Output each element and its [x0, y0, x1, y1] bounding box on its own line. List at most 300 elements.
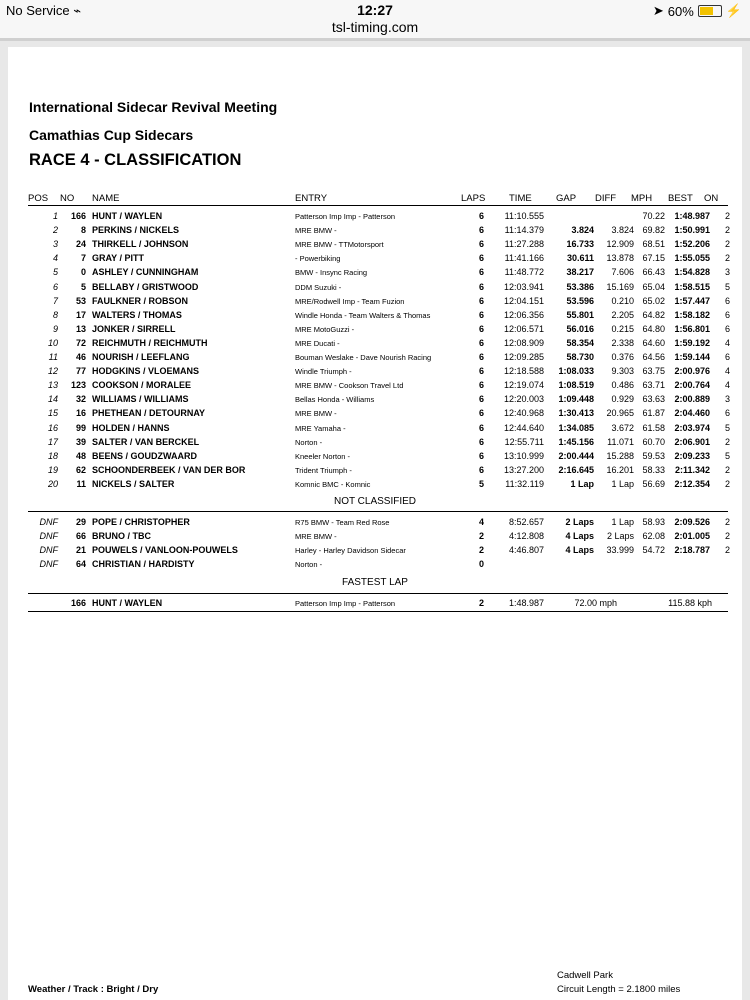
cell-pos: 6 — [52, 281, 58, 292]
cell-time: 12:18.588 — [503, 366, 544, 377]
table-row — [8, 282, 742, 296]
cell-mph: 64.56 — [642, 352, 665, 362]
cell-diff: 20.965 — [606, 408, 634, 419]
cell-best: 1:55.055 — [674, 253, 710, 264]
cell-best: 1:59.192 — [674, 337, 710, 348]
col-time: TIME — [509, 193, 532, 204]
cell-name: WALTERS / THOMAS — [92, 309, 182, 320]
table-row — [8, 239, 742, 253]
col-pos: POS — [28, 193, 49, 204]
cell-diff: 0.215 — [611, 323, 634, 334]
table-row — [8, 479, 742, 493]
fastest-lap-mph: 72.00 mph — [574, 598, 617, 608]
cell-best: 2:11.342 — [674, 464, 710, 475]
cell-name: PERKINS / NICKELS — [92, 225, 180, 236]
cell-entry: Patterson Imp Imp - Patterson — [295, 212, 396, 221]
cell-mph: 66.43 — [642, 267, 665, 278]
cell-laps: 6 — [478, 380, 484, 391]
cell-entry: MRE/Rodwell Imp - Team Fuzion — [295, 296, 405, 306]
table-row — [8, 394, 742, 408]
cell-no: 46 — [75, 352, 86, 362]
circuit-length-label: Circuit Length = 2.1800 miles — [557, 984, 681, 995]
cell-time: 12:40.968 — [503, 408, 544, 419]
cell-on: 2 — [724, 253, 730, 264]
cell-on: 2 — [724, 225, 730, 236]
cell-entry: MRE BMW - — [295, 226, 337, 236]
cell-diff: 2.338 — [611, 337, 634, 348]
cell-entry: MRE Ducati - — [295, 338, 340, 348]
cell-mph: 63.63 — [642, 394, 665, 405]
table-row — [8, 380, 742, 394]
cell-no: 72 — [75, 337, 86, 348]
fastest-lap-no: 166 — [70, 598, 86, 608]
table-row — [8, 352, 742, 366]
col-name: NAME — [92, 193, 120, 204]
fastest-lap-heading: FASTEST LAP — [342, 577, 408, 588]
cell-on: 2 — [724, 517, 730, 527]
cell-best: 2:09.526 — [674, 517, 710, 527]
cell-pos: 14 — [47, 394, 58, 405]
cell-mph: 54.72 — [642, 545, 665, 556]
url-bar[interactable] — [0, 20, 750, 40]
col-laps: LAPS — [461, 193, 486, 204]
cell-name: HODGKINS / VLOEMANS — [92, 366, 200, 377]
cell-laps: 2 — [478, 531, 484, 542]
cell-no: 7 — [80, 253, 86, 264]
not-classified-rule — [28, 511, 728, 512]
cell-pos: 20 — [47, 478, 58, 489]
cell-on: 6 — [724, 295, 730, 306]
cell-pos: 15 — [47, 408, 58, 419]
cell-mph: 68.51 — [642, 239, 665, 250]
cell-time: 12:08.909 — [503, 337, 544, 348]
cell-on: 2 — [724, 211, 730, 221]
cell-time: 12:06.571 — [503, 323, 544, 334]
cell-name: CHRISTIAN / HARDISTY — [92, 559, 195, 570]
cell-on: 2 — [724, 531, 730, 542]
cell-best: 2:09.233 — [674, 450, 710, 461]
cell-time: 11:14.379 — [504, 225, 544, 236]
cell-mph: 56.69 — [642, 478, 665, 489]
cell-mph: 61.58 — [642, 422, 665, 433]
cell-gap: 4 Laps — [565, 531, 594, 542]
cell-on: 2 — [724, 436, 730, 447]
cell-entry: MRE Yamaha - — [295, 423, 346, 433]
cell-time: 8:52.657 — [508, 517, 544, 527]
cell-gap: 38.217 — [566, 267, 594, 278]
battery-icon — [698, 5, 722, 17]
cell-name: THIRKELL / JOHNSON — [92, 239, 189, 250]
cell-entry: MRE MotoGuzzi - — [295, 324, 355, 334]
cell-no: 21 — [75, 545, 86, 556]
cell-laps: 0 — [478, 559, 484, 570]
cell-best: 1:48.987 — [674, 211, 710, 221]
cell-gap: 2:16.645 — [558, 464, 594, 475]
cell-no: 39 — [75, 436, 86, 447]
status-bar — [0, 0, 750, 20]
cell-on: 3 — [724, 394, 730, 405]
cell-entry: Trident Triumph - — [295, 465, 352, 475]
cell-best: 2:12.354 — [674, 478, 710, 489]
cell-name: NICKELS / SALTER — [92, 478, 175, 489]
cell-gap: 1 Lap — [570, 478, 594, 489]
cell-diff: 15.288 — [606, 450, 634, 461]
cell-best: 1:59.144 — [674, 352, 710, 362]
cell-on: 2 — [724, 239, 730, 250]
cell-gap: 56.016 — [566, 323, 594, 334]
cell-pos: DNF — [39, 559, 58, 570]
table-row — [8, 338, 742, 352]
cell-mph: 64.80 — [642, 323, 665, 334]
cell-gap: 1:09.448 — [558, 394, 594, 405]
cell-no: 5 — [80, 281, 86, 292]
cell-gap: 53.596 — [566, 295, 594, 306]
cell-gap: 58.730 — [566, 352, 594, 362]
cell-entry: Bouman Weslake - Dave Nourish Racing — [295, 353, 432, 362]
cell-laps: 6 — [478, 309, 484, 320]
cell-best: 2:00.976 — [674, 366, 710, 377]
cell-name: FAULKNER / ROBSON — [92, 295, 189, 306]
cell-diff: 12.909 — [606, 239, 634, 250]
cell-time: 13:27.200 — [503, 464, 544, 475]
table-row — [8, 517, 742, 531]
cell-name: POUWELS / VANLOON-POUWELS — [92, 545, 238, 556]
cell-pos: 5 — [52, 267, 58, 278]
cell-time: 12:19.074 — [503, 380, 544, 391]
cell-entry: MRE BMW - — [295, 532, 337, 542]
cell-time: 12:44.640 — [503, 422, 544, 433]
cell-diff: 7.606 — [611, 267, 634, 278]
cell-pos: DNF — [39, 531, 58, 542]
cell-gap: 16.733 — [566, 239, 594, 250]
cell-mph: 62.08 — [642, 531, 665, 542]
cell-entry: Harley - Harley Davidson Sidecar — [295, 546, 406, 556]
page-divider — [0, 38, 750, 41]
cell-diff: 9.303 — [611, 366, 634, 377]
cell-pos: 17 — [47, 436, 58, 447]
cell-laps: 6 — [478, 337, 484, 348]
cell-entry: Norton - — [295, 560, 323, 570]
cell-laps: 6 — [478, 281, 484, 292]
wifi-icon: ⌁ — [73, 3, 82, 18]
cell-name: WILLIAMS / WILLIAMS — [92, 394, 189, 405]
cell-name: POPE / CHRISTOPHER — [92, 517, 190, 527]
cell-diff: 3.824 — [611, 225, 634, 236]
cell-pos: 18 — [47, 450, 58, 461]
cell-pos: 2 — [52, 225, 58, 236]
cell-mph: 60.70 — [642, 436, 665, 447]
cell-entry: Komnic BMC - Komnic — [295, 479, 371, 489]
cell-laps: 6 — [478, 239, 484, 250]
cell-gap: 58.354 — [566, 337, 594, 348]
col-entry: ENTRY — [295, 193, 328, 204]
cell-diff: 11.071 — [607, 436, 634, 447]
cell-no: 64 — [75, 559, 86, 570]
cell-laps: 6 — [478, 394, 484, 405]
cell-time: 11:48.772 — [504, 267, 544, 278]
cell-entry: Windle Triumph - — [295, 367, 352, 377]
cell-no: 32 — [75, 394, 86, 405]
header-rule — [28, 205, 728, 206]
cell-time: 12:20.003 — [503, 394, 544, 405]
cell-laps: 6 — [478, 267, 484, 278]
cell-best: 1:58.182 — [674, 309, 710, 320]
cell-diff: 0.486 — [611, 380, 634, 391]
fastest-lap-row — [8, 598, 742, 612]
cell-laps: 6 — [478, 422, 484, 433]
cell-on: 2 — [724, 545, 730, 556]
cell-on: 4 — [724, 366, 730, 377]
cell-diff: 15.169 — [606, 281, 634, 292]
cell-best: 2:18.787 — [674, 545, 710, 556]
cell-time: 12:04.151 — [503, 295, 544, 306]
cell-name: BRUNO / TBC — [92, 531, 151, 542]
cell-laps: 6 — [478, 323, 484, 334]
table-row — [8, 408, 742, 422]
fastest-lap-name: HUNT / WAYLEN — [92, 598, 163, 608]
cell-name: JONKER / SIRRELL — [92, 323, 176, 334]
cell-laps: 6 — [478, 450, 484, 461]
cell-diff: 0.210 — [611, 295, 634, 306]
cell-name: SCHOONDERBEEK / VAN DER BOR — [92, 464, 246, 475]
table-row — [8, 437, 742, 451]
fastest-lap-entry: Patterson Imp Imp - Patterson — [295, 599, 396, 608]
cell-name: ASHLEY / CUNNINGHAM — [92, 267, 199, 278]
cell-no: 16 — [75, 408, 86, 419]
cell-diff: 1 Lap — [611, 478, 634, 489]
cell-name: REICHMUTH / REICHMUTH — [92, 337, 208, 348]
table-row — [8, 465, 742, 479]
cell-laps: 6 — [478, 366, 484, 377]
cell-entry: Norton - — [295, 437, 323, 447]
table-row — [8, 324, 742, 338]
cell-best: 1:58.515 — [674, 281, 710, 292]
cell-on: 2 — [724, 464, 730, 475]
cell-no: 48 — [75, 450, 86, 461]
table-row — [8, 531, 742, 545]
cell-laps: 4 — [478, 517, 484, 527]
fastest-lap-kph: 115.88 kph — [668, 598, 712, 608]
cell-time: 11:27.288 — [504, 239, 544, 250]
cell-on: 6 — [724, 352, 730, 362]
cell-mph: 64.82 — [642, 309, 665, 320]
cell-pos: 1 — [52, 211, 58, 221]
cell-no: 8 — [80, 225, 86, 236]
cell-gap: 1:30.413 — [558, 408, 594, 419]
cell-entry: Windle Honda - Team Walters & Thomas — [295, 310, 431, 320]
cell-pos: 4 — [52, 253, 58, 264]
cell-time: 12:55.711 — [504, 436, 544, 447]
cell-pos: 13 — [47, 380, 58, 391]
cell-laps: 6 — [478, 408, 484, 419]
cell-entry: MRE BMW - TTMotorsport — [295, 240, 384, 250]
cell-time: 4:46.807 — [508, 545, 544, 556]
table-row — [8, 366, 742, 380]
cell-on: 5 — [724, 422, 730, 433]
carrier-text: No Service — [6, 3, 70, 18]
cell-name: SALTER / VAN BERCKEL — [92, 436, 200, 447]
cell-diff: 1 Lap — [611, 517, 634, 527]
cell-pos: DNF — [39, 545, 58, 556]
table-row — [8, 545, 742, 559]
cell-entry: R75 BMW - Team Red Rose — [295, 518, 390, 527]
cell-time: 11:32.119 — [505, 478, 544, 489]
cell-mph: 59.53 — [642, 450, 665, 461]
document-page — [8, 47, 742, 1000]
table-row — [8, 310, 742, 324]
cell-no: 62 — [75, 464, 86, 475]
cell-pos: 3 — [52, 239, 58, 250]
cell-no: 166 — [70, 211, 86, 221]
location-arrow-icon: ➤ — [652, 3, 664, 18]
cell-no: 66 — [75, 531, 86, 542]
col-diff: DIFF — [595, 193, 617, 204]
cell-pos: 10 — [47, 337, 58, 348]
cell-best: 2:00.889 — [674, 394, 710, 405]
col-no: NO — [60, 193, 75, 204]
cell-diff: 2 Laps — [606, 531, 634, 542]
cell-mph: 65.02 — [642, 295, 665, 306]
not-classified-heading: NOT CLASSIFIED — [333, 496, 417, 507]
cell-name: BELLABY / GRISTWOOD — [92, 281, 199, 292]
cell-pos: 9 — [52, 323, 58, 334]
table-row — [8, 253, 742, 267]
battery-percent: 60% — [667, 3, 694, 19]
meeting-title: International Sidecar Revival Meeting — [29, 99, 278, 115]
table-row — [8, 451, 742, 465]
weather-label: Weather / Track : Bright / Dry — [28, 984, 159, 995]
cell-best: 1:54.828 — [674, 267, 710, 278]
cell-best: 2:01.005 — [674, 531, 710, 542]
url-text: tsl-timing.com — [331, 19, 419, 35]
cell-no: 13 — [75, 323, 86, 334]
cell-laps: 6 — [478, 253, 484, 264]
cell-pos: 8 — [52, 309, 58, 320]
cell-entry: MRE BMW - Cookson Travel Ltd — [295, 381, 404, 391]
cell-no: 53 — [75, 295, 86, 306]
cell-gap: 55.801 — [566, 309, 594, 320]
cell-gap: 4 Laps — [565, 545, 594, 556]
cell-on: 2 — [724, 478, 730, 489]
cell-time: 13:10.999 — [503, 450, 544, 461]
cell-time: 12:09.285 — [503, 352, 544, 362]
cell-laps: 6 — [478, 211, 484, 221]
fastest-lap-lap: 2 — [478, 598, 484, 608]
cell-time: 11:41.166 — [504, 253, 544, 264]
cell-diff: 2.205 — [611, 309, 634, 320]
cell-gap: 2:00.444 — [558, 450, 594, 461]
cell-on: 6 — [724, 323, 730, 334]
cell-diff: 13.878 — [606, 253, 634, 264]
cell-laps: 2 — [478, 545, 484, 556]
cell-diff: 33.999 — [606, 545, 634, 556]
cell-best: 1:56.801 — [674, 323, 710, 334]
cell-on: 3 — [724, 267, 730, 278]
cell-pos: 12 — [47, 366, 58, 377]
cell-name: COOKSON / MORALEE — [92, 380, 192, 391]
cell-diff: 0.929 — [611, 394, 634, 405]
cell-no: 17 — [75, 309, 86, 320]
cell-entry: - Powerbiking — [295, 254, 341, 264]
cell-pos: 19 — [47, 464, 58, 475]
status-right — [653, 3, 742, 19]
cell-mph: 63.75 — [642, 366, 665, 377]
cell-no: 0 — [80, 267, 86, 278]
cell-diff: 0.376 — [611, 352, 634, 362]
cell-name: NOURISH / LEEFLANG — [92, 352, 190, 362]
cell-mph: 69.82 — [642, 225, 665, 236]
cell-best: 1:52.206 — [674, 239, 710, 250]
cell-time: 12:03.941 — [503, 281, 544, 292]
cell-time: 12:06.356 — [503, 309, 544, 320]
col-mph: MPH — [631, 193, 653, 204]
cell-name: HOLDEN / HANNS — [92, 422, 170, 433]
venue-label: Cadwell Park — [557, 970, 613, 981]
col-gap: GAP — [556, 193, 577, 204]
cell-best: 2:00.764 — [674, 380, 710, 391]
cell-gap: 1:34.085 — [558, 422, 594, 433]
cell-pos: 16 — [47, 422, 58, 433]
cell-no: 77 — [75, 366, 86, 377]
col-on: ON — [704, 193, 719, 204]
cell-mph: 58.93 — [642, 517, 665, 527]
cell-entry: DDM Suzuki - — [295, 282, 342, 292]
cell-mph: 61.87 — [642, 408, 665, 419]
class-title: Camathias Cup Sidecars — [29, 127, 194, 143]
cell-on: 5 — [724, 281, 730, 292]
cell-no: 99 — [75, 422, 86, 433]
cell-gap: 2 Laps — [565, 517, 594, 527]
cell-mph: 67.15 — [642, 253, 665, 264]
cell-entry: Bellas Honda - Williams — [295, 395, 375, 405]
cell-name: BEENS / GOUDZWAARD — [92, 450, 198, 461]
cell-best: 2:03.974 — [674, 422, 710, 433]
cell-laps: 6 — [478, 352, 484, 362]
race-title: RACE 4 - CLASSIFICATION — [29, 151, 242, 169]
cell-time: 4:12.808 — [508, 531, 544, 542]
cell-gap: 3.824 — [571, 225, 594, 236]
cell-pos: DNF — [39, 517, 58, 527]
cell-no: 123 — [70, 380, 86, 391]
cell-gap: 1:08.033 — [558, 366, 594, 377]
cell-on: 5 — [724, 450, 730, 461]
cell-gap: 1:45.156 — [558, 436, 594, 447]
cell-laps: 5 — [478, 478, 484, 489]
table-row — [8, 211, 742, 225]
cell-diff: 16.201 — [606, 464, 634, 475]
cell-mph: 70.22 — [642, 211, 665, 221]
cell-laps: 6 — [478, 464, 484, 475]
cell-best: 1:57.447 — [674, 295, 710, 306]
fastest-lap-rule — [28, 593, 728, 594]
table-row — [8, 225, 742, 239]
cell-name: HUNT / WAYLEN — [92, 211, 163, 221]
cell-entry: BMW - Insync Racing — [295, 268, 368, 278]
cell-mph: 65.04 — [642, 281, 665, 292]
cell-no: 11 — [76, 478, 86, 489]
cell-laps: 6 — [478, 225, 484, 236]
cell-best: 2:06.901 — [674, 436, 710, 447]
table-row — [8, 267, 742, 281]
cell-entry: Kneeler Norton - — [295, 451, 351, 461]
cell-on: 6 — [724, 408, 730, 419]
cell-name: GRAY / PITT — [92, 253, 145, 264]
cell-laps: 6 — [478, 436, 484, 447]
cell-entry: MRE BMW - — [295, 409, 337, 419]
cell-on: 6 — [724, 309, 730, 320]
cell-mph: 63.71 — [642, 380, 665, 391]
cell-no: 24 — [75, 239, 86, 250]
